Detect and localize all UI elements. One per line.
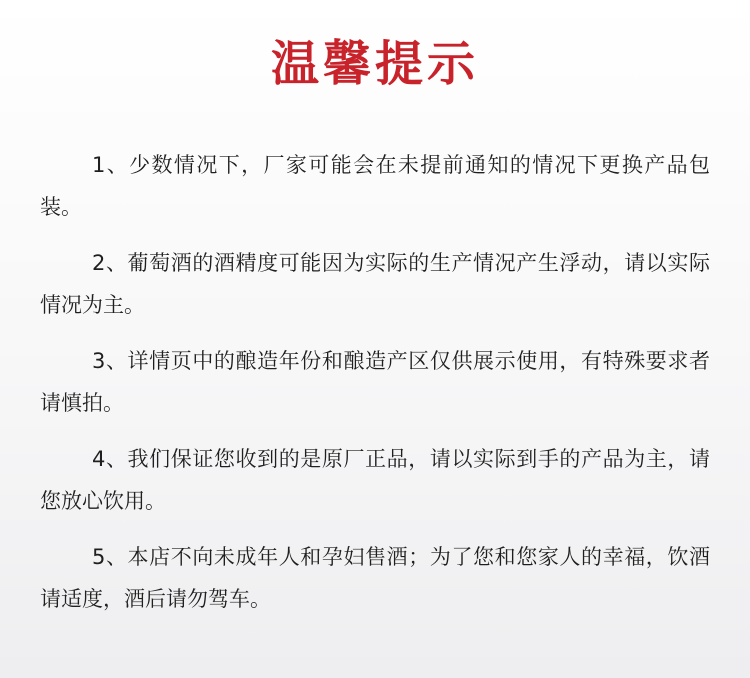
tip-item-1: 1、少数情况下，厂家可能会在未提前通知的情况下更换产品包装。 — [40, 153, 710, 219]
tip-item-4: 4、我们保证您收到的是原厂正品，请以实际到手的产品为主，请您放心饮用。 — [40, 447, 710, 513]
tip-item-3: 3、详情页中的酿造年份和酿造产区仅供展示使用，有特殊要求者请慎拍。 — [40, 349, 710, 415]
tip-item-5: 5、本店不向未成年人和孕妇售酒；为了您和您家人的幸福，饮酒请适度，酒后请勿驾车。 — [40, 545, 710, 611]
tip-item-2: 2、葡萄酒的酒精度可能因为实际的生产情况产生浮动，请以实际情况为主。 — [40, 251, 710, 317]
tips-list — [0, 144, 750, 620]
page-title: 温馨提示 — [270, 36, 479, 92]
